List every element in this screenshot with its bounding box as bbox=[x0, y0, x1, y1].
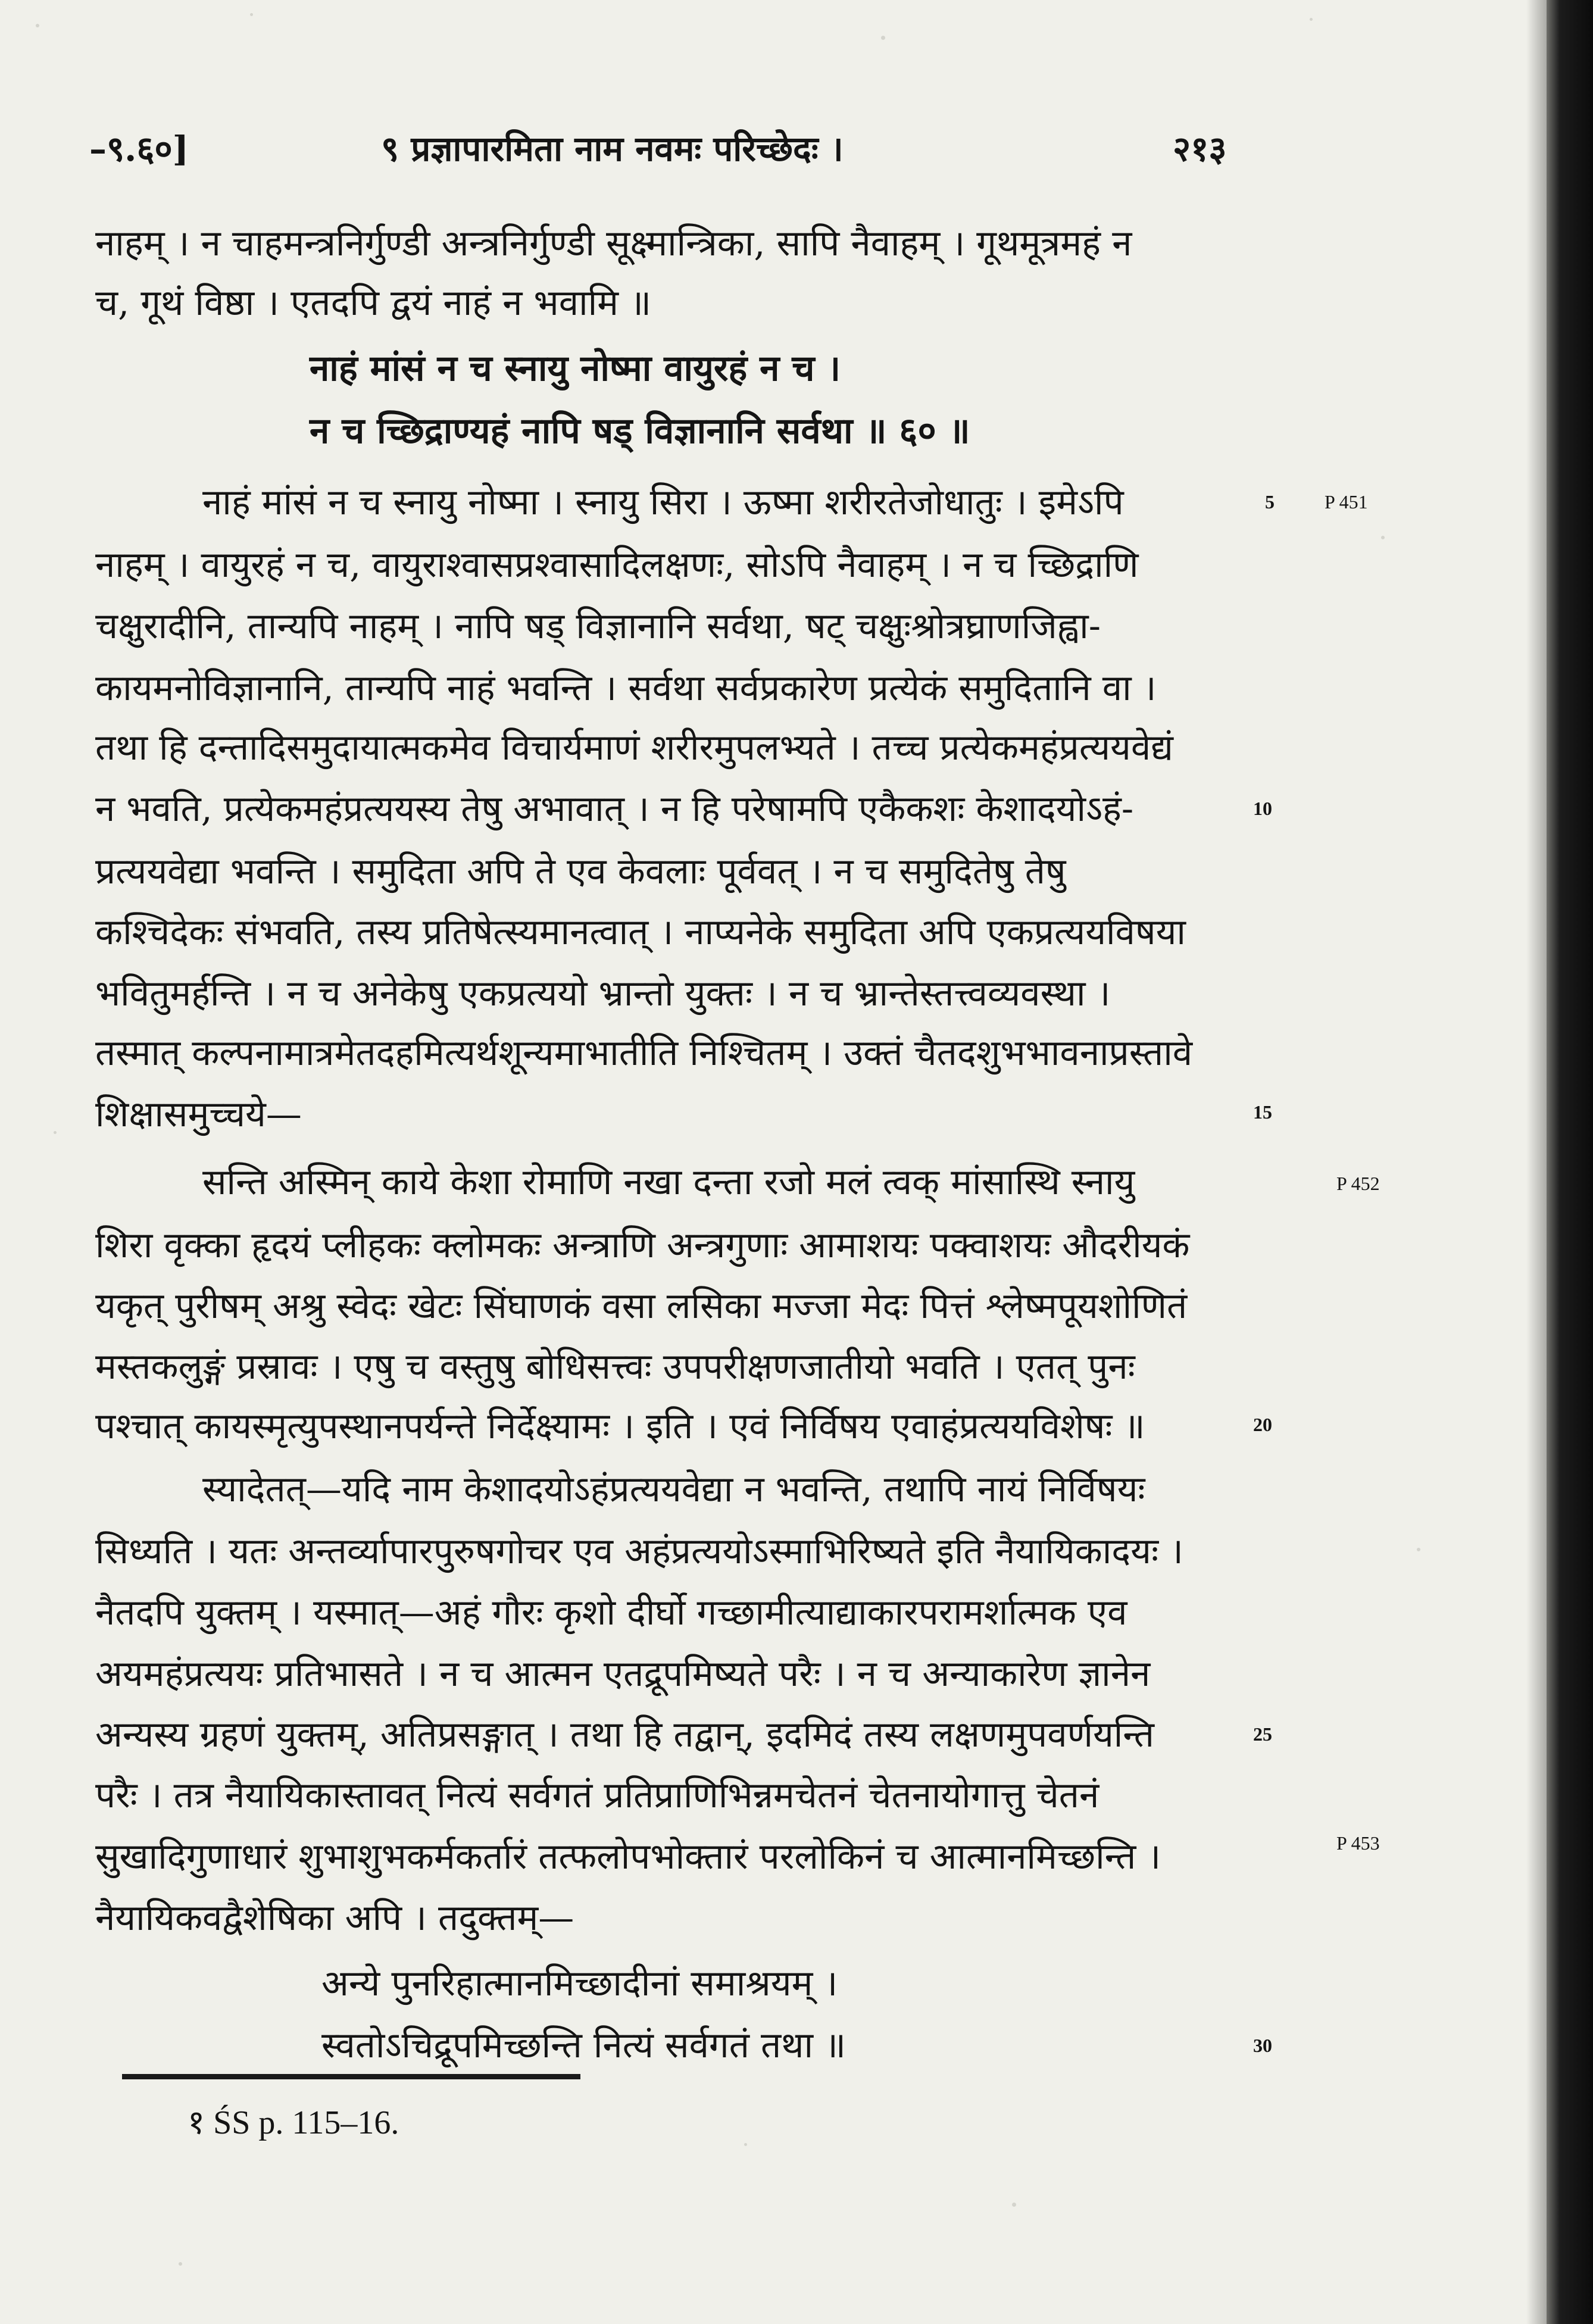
text-line: मस्तकलुङ्गं प्रस्रावः । एषु च वस्तुषु बोधिसत्त्वः उपपरीक्षणजातीयो भवति । एतत् पुनः bbox=[95, 1346, 1135, 1388]
verse-line: नाहं मांसं न च स्नायु नोष्मा वायुरहं न च । bbox=[310, 348, 841, 389]
verse-line: अन्ये पुनरिहात्मानमिच्छादीनां समाश्रयम् । bbox=[321, 1963, 838, 2004]
text-line: पश्चात् कायस्मृत्युपस्थानपर्यन्ते निर्देक्ष्यामः । इति । एवं निर्विषय एवाहंप्रत्ययविशेषः ॥ bbox=[95, 1405, 1145, 1447]
text-line: यकृत् पुरीषम् अश्रु स्वेदः खेटः सिंघाणकं वसा लसिका मज्जा मेदः पित्तं श्लेष्मपूयशोणितं bbox=[95, 1285, 1188, 1327]
header-verse-ref: –९.६०] bbox=[89, 129, 189, 169]
page-reference: P 451 bbox=[1325, 491, 1368, 513]
text-line: शिरा वृक्का हृदयं प्लीहकः क्लोमकः अन्त्राणि अन्त्रगुणाः आमाशयः पक्वाशयः औदरीयकं bbox=[95, 1225, 1190, 1266]
footnote-rule bbox=[122, 2074, 580, 2079]
verse-line: स्वतोऽचिद्रूपमिच्छन्ति नित्यं सर्वगतं तथा ॥ bbox=[321, 2025, 847, 2066]
text-line: भवितुमर्हन्ति । न च अनेकेषु एकप्रत्ययो भ्रान्तो युक्तः । न च भ्रान्तेस्तत्त्वव्यवस्था । bbox=[95, 973, 1111, 1014]
text-line: नाहम् । वायुरहं न च, वायुराश्वासप्रश्वासादिलक्षणः, सोऽपि नैवाहम् । न च च्छिद्राणि bbox=[95, 544, 1139, 586]
line-number: 10 bbox=[1253, 798, 1272, 819]
text-line: न भवति, प्रत्येकमहंप्रत्ययस्य तेषु अभावात् । न हि परेषामपि एकैकशः केशादयोऽहं- bbox=[95, 788, 1134, 830]
text-line: कश्चिदेकः संभवति, तस्य प्रतिषेत्स्यमानत्वात् । नाप्यनेके समुदिता अपि एकप्रत्ययविषया bbox=[95, 911, 1186, 953]
page-reference: P 453 bbox=[1336, 1832, 1380, 1854]
line-number: 15 bbox=[1253, 1101, 1272, 1123]
text-line: नाहं मांसं न च स्नायु नोष्मा । स्नायु सिरा । ऊष्मा शरीरतेजोधातुः । इमेऽपि bbox=[202, 482, 1124, 523]
line-number: 25 bbox=[1253, 1723, 1272, 1745]
text-line: चक्षुरादीनि, तान्यपि नाहम् । नापि षड् विज्ञानानि सर्वथा, षट् चक्षुःश्रोत्रघ्राणजिह्वा- bbox=[95, 605, 1101, 647]
line-number: 20 bbox=[1253, 1414, 1272, 1435]
header-page-number: २१३ bbox=[1173, 129, 1227, 169]
text-line: तथा हि दन्तादिसमुदायात्मकमेव विचार्यमाणं शरीरमुपलभ्यते । तच्च प्रत्येकमहंप्रत्ययवेद्यं bbox=[95, 727, 1173, 769]
verse-line: न च च्छिद्राण्यहं नापि षड् विज्ञानानि सर्वथा ॥ ६० ॥ bbox=[310, 410, 970, 452]
text-line: नाहम् । न चाहमन्त्रनिर्गुण्डी अन्त्रनिर्गुण्डी सूक्ष्मान्त्रिका, सापि नैवाहम् । गूथमूत्रमहं न bbox=[95, 223, 1132, 264]
text-line: सुखादिगुणाधारं शुभाशुभकर्मकर्तारं तत्फलोपभोक्तारं परलोकिनं च आत्मानमिच्छन्ति । bbox=[95, 1836, 1161, 1878]
line-number: 5 bbox=[1265, 491, 1275, 513]
binding-shadow bbox=[1526, 0, 1547, 2324]
text-line: तस्मात् कल्पनामात्रमेतदहमित्यर्थशून्यमाभातीति निश्चितम् । उक्तं चैतदशुभभावनाप्रस्तावे bbox=[95, 1032, 1193, 1074]
text-line: स्यादेतत्—यदि नाम केशादयोऽहंप्रत्ययवेद्या न भवन्ति, तथापि नायं निर्विषयः bbox=[202, 1469, 1145, 1510]
text-line: शिक्षासमुच्चये— bbox=[95, 1094, 302, 1135]
line-number: 30 bbox=[1253, 2035, 1272, 2056]
text-line: अन्यस्य ग्रहणं युक्तम्, अतिप्रसङ्गात् । तथा हि तद्वान्, इदमिदं तस्य लक्षणमुपवर्णयन्ति bbox=[95, 1714, 1154, 1756]
text-line: कायमनोविज्ञानानि, तान्यपि नाहं भवन्ति । सर्वथा सर्वप्रकारेण प्रत्येकं समुदितानि वा । bbox=[95, 667, 1157, 709]
footnote: १ ŚS p. 115–16. bbox=[188, 2104, 399, 2141]
text-line: सन्ति अस्मिन् काये केशा रोमाणि नखा दन्ता रजो मलं त्वक् मांसास्थि स्नायु bbox=[202, 1161, 1135, 1203]
header-chapter-title: ९ प्रज्ञापारमिता नाम नवमः परिच्छेदः । bbox=[381, 129, 844, 169]
text-line: च, गूथं विष्ठा । एतदपि द्वयं नाहं न भवामि ॥ bbox=[95, 282, 652, 324]
book-spine bbox=[1547, 0, 1593, 2324]
text-line: प्रत्ययवेद्या भवन्ति । समुदिता अपि ते एव केवलाः पूर्ववत् । न च समुदितेषु तेषु bbox=[95, 851, 1066, 892]
text-line: अयमहंप्रत्ययः प्रतिभासते । न च आत्मन एतद्रूपमिष्यते परैः । न च अन्याकारेण ज्ञानेन bbox=[95, 1653, 1151, 1695]
text-line: नैतदपि युक्तम् । यस्मात्—अहं गौरः कृशो दीर्घो गच्छामीत्याद्याकारपरामर्शात्मक एव bbox=[95, 1592, 1127, 1633]
page-reference: P 452 bbox=[1336, 1173, 1380, 1194]
text-line: सिध्यति । यतः अन्तर्व्यापारपुरुषगोचर एव अहंप्रत्ययोऽस्माभिरिष्यते इति नैयायिकादयः । bbox=[95, 1530, 1183, 1572]
text-line: नैयायिकवद्वैशेषिका अपि । तदुक्तम्— bbox=[95, 1897, 574, 1939]
text-line: परैः । तत्र नैयायिकास्तावत् नित्यं सर्वगतं प्रतिप्राणिभिन्नमचेतनं चेतनायोगात्तु चेतनं bbox=[95, 1775, 1100, 1816]
